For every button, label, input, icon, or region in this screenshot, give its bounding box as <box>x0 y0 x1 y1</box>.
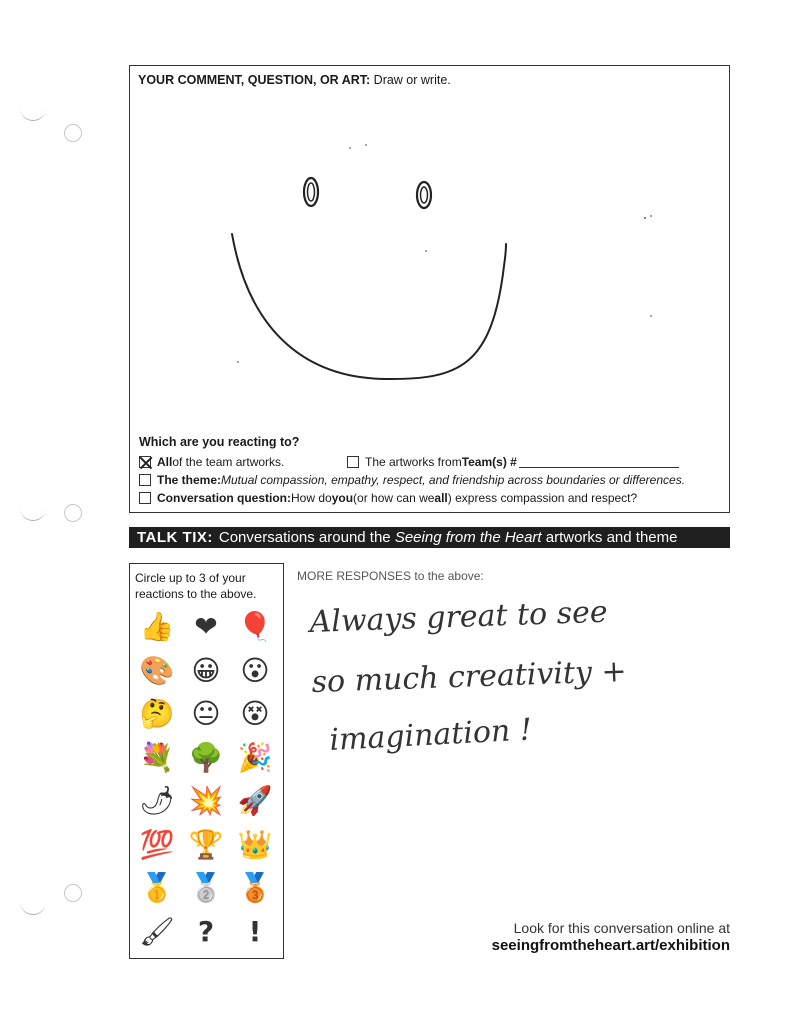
surprised-face-icon[interactable]: 😮 <box>240 654 270 686</box>
reacting-title: Which are you reacting to? <box>139 435 300 449</box>
left-eye-inner-drawing <box>308 183 315 201</box>
comment-box[interactable] <box>129 65 730 513</box>
first-place-medal-icon[interactable]: 🥇 <box>139 872 175 903</box>
checkbox-checked-icon[interactable] <box>139 456 151 468</box>
banner-text-b: artworks and theme <box>541 529 678 546</box>
party-popper-icon[interactable]: 🎉 <box>237 741 273 773</box>
option-all-artworks[interactable] <box>139 455 284 469</box>
comment-heading-bold: YOUR COMMENT, QUESTION, OR ART: <box>138 73 371 87</box>
checkbox-icon[interactable] <box>347 456 359 468</box>
third-place-medal-icon[interactable]: 🥉 <box>237 872 273 903</box>
grinning-face-icon[interactable]: 😀 <box>191 654 221 686</box>
hundred-points-icon[interactable]: 💯 <box>139 828 175 860</box>
option-all-bold: All <box>157 455 173 469</box>
punch-hole <box>64 124 82 142</box>
more-responses-label: MORE RESPONSES to the above: <box>297 569 484 583</box>
neutral-face-icon[interactable]: 😐 <box>191 698 221 729</box>
option-question-bold-c: all <box>434 491 448 505</box>
trophy-icon[interactable]: 🏆 <box>188 828 224 860</box>
thumbs-up-icon[interactable]: 👍 <box>139 611 175 642</box>
banner-italic: Seeing from the Heart <box>394 529 542 546</box>
checkbox-icon[interactable] <box>139 474 151 486</box>
punch-hole-curve <box>20 900 46 915</box>
option-question-text-a: How do <box>291 491 332 505</box>
option-question-bold: Conversation question: <box>157 491 292 505</box>
option-question-bold-b: you <box>331 491 354 505</box>
reactions-title: Circle up to 3 of your reactions to the above. <box>135 571 257 601</box>
right-eye-drawing <box>417 182 431 208</box>
hot-pepper-icon[interactable]: 🌶 <box>139 785 175 816</box>
exclamation-mark-icon[interactable]: ! <box>248 914 262 948</box>
option-theme[interactable] <box>139 473 685 487</box>
option-team-text: The artworks from <box>365 455 462 469</box>
talk-tix-banner <box>129 527 730 548</box>
reactions-panel <box>129 563 284 959</box>
option-question-text-c: ) express compassion and respect? <box>447 491 638 505</box>
second-place-medal-icon[interactable]: 🥈 <box>188 872 224 903</box>
thinking-face-icon[interactable]: 🤔 <box>139 698 175 729</box>
banner-brand: TALK TIX: <box>137 529 213 546</box>
right-eye-inner-drawing <box>421 187 428 203</box>
option-team-bold: Team(s) # <box>461 455 517 469</box>
left-eye-drawing <box>304 178 318 206</box>
option-conversation-question[interactable] <box>139 491 637 505</box>
option-theme-bold: The theme: <box>157 473 222 487</box>
comment-heading-rest: Draw or write. <box>370 73 451 87</box>
punch-hole <box>64 504 82 522</box>
smiley-drawing <box>130 66 731 426</box>
checkbox-icon[interactable] <box>139 492 151 504</box>
footer-url[interactable]: seeingfromtheheart.art/exhibition <box>491 937 730 954</box>
option-all-text: of the team artworks. <box>172 455 285 469</box>
handwritten-response <box>290 590 710 780</box>
option-theme-italic: Mutual compassion, empathy, respect, and friendship across boundaries or differences. <box>221 473 686 487</box>
paintbrush-icon[interactable]: 🖌 <box>139 915 175 947</box>
crown-icon[interactable]: 👑 <box>237 828 273 860</box>
footer-text: Look for this conversation online at <box>513 920 730 936</box>
handwritten-line-3: imagination ! <box>328 712 533 758</box>
option-question-text-b: (or how can we <box>353 491 435 505</box>
heart-icon[interactable]: ❤ <box>194 611 218 642</box>
palette-icon[interactable]: 🎨 <box>139 654 175 686</box>
tree-icon[interactable]: 🌳 <box>188 741 224 773</box>
smile-drawing <box>232 234 506 379</box>
option-team-artworks[interactable] <box>347 455 679 469</box>
punch-hole-curve <box>20 106 46 121</box>
bouquet-icon[interactable]: 💐 <box>139 741 175 773</box>
question-mark-icon[interactable]: ? <box>197 914 215 948</box>
handwritten-line-2: so much creativity + <box>311 654 628 700</box>
balloon-icon[interactable]: 🎈 <box>237 611 273 642</box>
explosion-icon[interactable]: 💥 <box>188 785 224 816</box>
dizzy-face-icon[interactable]: 😵 <box>240 698 270 729</box>
punch-hole <box>64 884 82 902</box>
rocket-icon[interactable]: 🚀 <box>237 785 273 816</box>
banner-text-a: Conversations around the <box>218 529 395 546</box>
handwritten-line-1: Always great to see <box>309 594 609 640</box>
punch-hole-curve <box>20 506 46 521</box>
team-number-line[interactable] <box>519 456 679 468</box>
